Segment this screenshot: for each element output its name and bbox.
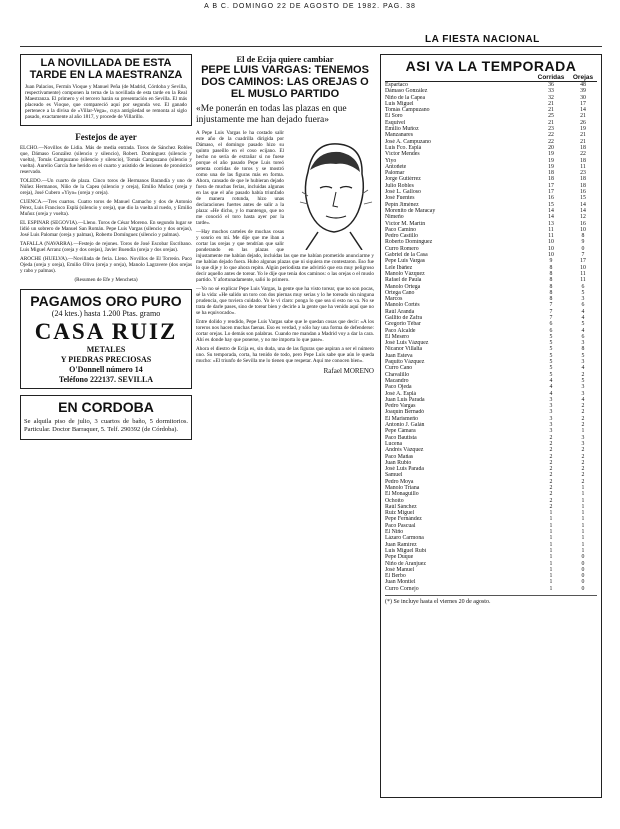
novillada-headline: LA NOVILLADA DE ESTA TARDE EN LA MAESTRANZA [29, 57, 183, 81]
corridas-count: 1 [549, 516, 553, 523]
season-table-rows [385, 82, 597, 592]
torero-name: Marcos [385, 296, 403, 303]
orejas-count: 12 [580, 214, 586, 221]
festejo-item: AROCHE (HUELVA).—Novillada de feria. Lleno. Novillos de El Torreón. Paco Ojeda (oreja y oreja), Emilio Oliva (oreja y oreja), Manolo Lagravere (dos orejas y rabo y palmas). [20, 256, 192, 274]
middle-column [196, 54, 374, 375]
torero-name: Manzanares [385, 132, 414, 139]
torero-name: Niño de Aranjuez [385, 560, 426, 567]
corridas-count: 21 [548, 119, 554, 126]
corridas-count: 14 [548, 214, 554, 221]
orejas-count: 21 [580, 113, 586, 120]
torero-name: El Monaguillo [385, 491, 419, 498]
orejas-count: 26 [580, 119, 586, 126]
torero-name: Pedro Vargas [385, 403, 416, 410]
torero-name: Tomás Campuzano [385, 107, 430, 114]
orejas-count: 0 [581, 245, 585, 252]
corridas-count: 5 [549, 352, 553, 359]
torero-name: Gallito de Zafra [385, 314, 423, 321]
orejas-count: 2 [581, 422, 585, 429]
orejas-count: 0 [581, 579, 585, 586]
orejas-count: 5 [581, 352, 585, 359]
orejas-count: 2 [581, 447, 585, 454]
corridas-count: 2 [549, 472, 553, 479]
torero-name: Curro Cornejo [385, 585, 419, 592]
orejas-count: 8 [581, 346, 585, 353]
corridas-count: 9 [549, 258, 553, 265]
torero-name: Gabriel de la Casa [385, 252, 428, 259]
corridas-count: 13 [548, 220, 554, 227]
torero-name: Esquivel [385, 119, 406, 126]
corridas-count: 7 [549, 314, 553, 321]
festejo-item: ELCHO.—Novillos de Lidia. Más de media entrada. Toros de Sánchez Robles que, Dámaso González (silencio y silencio), Robert. Domínguez (silencio y vuelta), Tomás Campuzano (silencio y silencio), Tomás Campuzano (silencio y vuelta). Aurelio García fue herido en el cuarto y asistido de lesiones de pronóstico reservado. [20, 145, 192, 175]
orejas-count: 1 [581, 428, 585, 435]
torero-name: Espartaco [385, 82, 408, 88]
torero-name: Antonio J. Galán [385, 422, 425, 429]
torero-name: Curro Romero [385, 245, 419, 252]
torero-name: El Soro [385, 113, 403, 120]
orejas-count: 18 [580, 144, 586, 151]
ad-brand: CASA RUIZ [34, 319, 178, 344]
torero-name: José Fuentes [385, 195, 415, 202]
article-paragraph: A Pepe Luis Vargas le ha costado salir este año de la cuadrilla dirigida por Dámaso, el domingo pasado hizo su quinto paseíllo en el coso ecijano. El hecho no sería de extrañar si no fuese porque el año pasado Pepe Luis toreó setenta corridas de toros y se mostró como una de las figuras más en forma. Ahora, cansado de que le hubieran dejado fuera de muchas ferias, incluidas algunas en las que el año pasado había triunfado de manera rotunda, hizo unas declaraciones fuertes antes de salir a la plaza: «He dicho, y lo mantengo, que no me conoció el toro hasta ayer por la tarde». [196, 130, 284, 226]
corridas-count: 23 [548, 126, 554, 133]
torero-name: Paco Mañas [385, 453, 414, 460]
torero-name: Pedro Castillo [385, 233, 419, 240]
orejas-count: 16 [580, 220, 586, 227]
corridas-count: 14 [548, 207, 554, 214]
corridas-count: 1 [549, 547, 553, 554]
corridas-count: 6 [549, 327, 553, 334]
torero-name: El Niño [385, 529, 404, 536]
corridas-count: 3 [549, 428, 553, 435]
torero-name: Samuel [385, 472, 403, 479]
ad-stones: Y PIEDRAS PRECIOSAS [60, 355, 152, 364]
orejas-count: 4 [581, 314, 585, 321]
corridas-count: 3 [549, 403, 553, 410]
orejas-count: 1 [581, 510, 585, 517]
orejas-count: 1 [581, 491, 585, 498]
orejas-count: 3 [581, 340, 585, 347]
corridas-count: 4 [549, 384, 553, 391]
orejas-count: 11 [580, 277, 586, 284]
torero-name: Juan Esteva [385, 352, 413, 359]
corridas-count: 2 [549, 478, 553, 485]
orejas-count: 9 [581, 239, 585, 246]
corridas-count: 8 [549, 283, 553, 290]
ad-metals: METALES [86, 345, 126, 354]
orejas-count: 7 [581, 252, 585, 259]
orejas-count: 2 [581, 472, 585, 479]
corridas-count: 8 [549, 296, 553, 303]
torero-name: Yiyo [385, 157, 397, 164]
corridas-count: 6 [549, 321, 553, 328]
torero-name: Ortega Cano [385, 289, 415, 296]
casa-ruiz-ad [20, 289, 192, 389]
torero-name: Raúl Sánchez [385, 503, 417, 510]
orejas-count: 3 [581, 434, 585, 441]
festejos-credit: (Resumen de Efe y Mencheta) [74, 277, 138, 283]
orejas-count: 21 [580, 132, 586, 139]
torero-name: Pepe Fernández [385, 516, 422, 523]
torero-name: Joaquín Bernadó [385, 409, 425, 416]
orejas-count: 2 [581, 459, 585, 466]
orejas-count: 1 [581, 535, 585, 542]
torero-name: El Berbo [385, 573, 406, 580]
orejas-count: 10 [580, 264, 586, 271]
orejas-count: 6 [581, 302, 585, 309]
orejas-count: 2 [581, 403, 585, 410]
torero-name: Luis Miguel Rubí [385, 547, 427, 554]
corridas-count: 5 [549, 371, 553, 378]
festejo-item: TAFALLA (NAVARRA).—Festejo de rejones. Toros de José Escobar Escribano. Luis Miguel Arranz (oreja y dos orejas), Javier Buendía (oreja y dos orejas). [20, 241, 192, 253]
torero-name: Morenito de Maracay [385, 207, 436, 214]
torero-name: Ochoíto [385, 497, 404, 504]
corridas-count: 4 [549, 377, 553, 384]
torero-name: Curro Cano [385, 365, 413, 372]
corridas-count: 1 [549, 579, 553, 586]
torero-name: José Manuel [385, 566, 415, 573]
corridas-count: 3 [549, 409, 553, 416]
torero-name: Paco Alcalde [385, 327, 416, 334]
col-corridas: Corridas [537, 74, 565, 81]
orejas-count: 48 [580, 82, 586, 88]
orejas-count: 39 [580, 88, 586, 95]
ad-price: (24 ktes.) hasta 1.200 Ptas. gramo [51, 309, 161, 318]
ad-headline: PAGAMOS ORO PURO [30, 293, 182, 309]
corridas-count: 16 [548, 195, 554, 202]
torero-name: Víctor M. Martín [385, 220, 426, 227]
torero-name: Emilio Muñoz [385, 126, 419, 133]
corridas-count: 2 [549, 497, 553, 504]
corridas-count: 5 [549, 333, 553, 340]
torero-name: Raúl Aranda [385, 308, 415, 315]
torero-name: Paco Bautista [385, 434, 417, 441]
torero-name: Rafael de Paula [385, 277, 422, 284]
torero-name: Lele Ibáñez [385, 264, 413, 271]
corridas-count: 18 [548, 170, 554, 177]
orejas-count: 3 [581, 359, 585, 366]
orejas-count: 8 [581, 233, 585, 240]
torero-name: José A. Campuzano [385, 138, 431, 145]
right-column [380, 54, 602, 798]
article-paragraph: —Hay muchos carteles de muchas cosas y sonrío en mí. Me dije que me iban a cortar las orejas y que tendrían que salir ponderando en las plazas que injustamente me habían dejado, incluidas las que me habían prometido anunciarme y me habían dejado fuera. Hubo algunas plazas que ni siquiera me contestaron. Eso fue lo que dije y lo que ahora repito. Algún periodista me advirtió que era muy peligroso decir aquello antes de torear. Yo le dije que tenía dos caminos: o las orejas o el muslo partido. Y afortunadamente, salió lo primero. [196, 229, 374, 283]
orejas-count: 2 [581, 371, 585, 378]
torero-name: Pepe Cámara [385, 428, 416, 435]
torero-name: Lázaro Carmona [385, 535, 424, 542]
torero-name: Víctor Mendes [385, 151, 420, 158]
torero-name: Manolo Triana [385, 485, 420, 491]
orejas-count: 3 [581, 390, 585, 397]
festejo-item: CUENCA.—Tres cuartos. Cuatro toros de Manuel Camacho y dos de Antonio Pérez, Luis Francisco Esplá (silencio y oreja), que dio la vuelta al ruedo, y Emilio Muñoz (oreja y vuelta). [20, 199, 192, 217]
novillada-article [20, 54, 192, 126]
corridas-count: 2 [549, 485, 553, 491]
corridas-count: 22 [548, 132, 554, 139]
corridas-count: 5 [549, 340, 553, 347]
corridas-count: 2 [549, 447, 553, 454]
orejas-count: 3 [581, 296, 585, 303]
orejas-count: 16 [580, 189, 586, 196]
orejas-count: 2 [581, 415, 585, 422]
torero-name: Nimeño [385, 214, 404, 221]
torero-name: Nicanor Villalta [385, 346, 423, 353]
torero-name: Jorge Gutiérrez [385, 176, 421, 183]
corridas-count: 19 [548, 157, 554, 164]
orejas-count: 1 [581, 503, 585, 510]
corridas-count: 2 [549, 434, 553, 441]
torero-name: Juan Montiel [385, 579, 416, 586]
col-orejas: Orejas [572, 74, 594, 81]
torero-name: Paco Pascual [385, 522, 416, 529]
corridas-count: 2 [549, 459, 553, 466]
article-title: PEPE LUIS VARGAS: TENEMOS DOS CAMINOS: LAS OREJAS O EL MUSLO PARTIDO [201, 64, 369, 100]
orejas-count: 1 [581, 497, 585, 504]
orejas-count: 14 [580, 107, 586, 114]
torero-name: Andrés Vázquez [385, 447, 424, 454]
orejas-count: 11 [580, 270, 586, 277]
orejas-count: 22 [580, 151, 586, 158]
torero-name: Julio Robles [385, 182, 414, 189]
orejas-count: 14 [580, 207, 586, 214]
torero-name: José L. Galloso [385, 189, 421, 196]
torero-name: José A. Esplá [385, 390, 417, 397]
torero-name: Gregorio Tébar [385, 321, 421, 328]
orejas-count: 18 [580, 157, 586, 164]
corridas-count: 11 [548, 226, 554, 233]
corridas-count: 1 [549, 573, 553, 580]
festejo-item: EL ESPINAR (SEGOVIA).—Lleno. Toros de César Moreno. En segundo lugar se lidió un sobrero de Manuel San Román. Pepe Luis Vargas (silencio y dos orejas), José Luis Palomar (oreja y palmas), Roberto Domínguez (silencio y palmas). [20, 220, 192, 238]
torero-name: Palomar [385, 170, 405, 177]
orejas-count: 23 [580, 170, 586, 177]
corridas-count: 10 [548, 252, 554, 259]
torero-name: Luis Miguel [385, 100, 414, 107]
orejas-count: 1 [581, 541, 585, 548]
orejas-count: 4 [581, 396, 585, 403]
torero-name: Pedro Moya [385, 478, 414, 485]
corridas-count: 4 [549, 390, 553, 397]
article-paragraph: Entre dolido y rendido, Pepe Luis Vargas sabe que le quedan cosas que decir: «A los toreros nos hacen muchas faenas. Eso es verdad, y sólo hay una forma de defenderse: cortar orejas. Lo demás son palabras. Cuando me mandan a Madrid voy a dar la cara. Ahí es donde hay que ponerse, y no me importa lo que pase». [196, 319, 374, 343]
orejas-count: 5 [581, 289, 585, 296]
corridas-count: 3 [549, 415, 553, 422]
torero-name: Paco Camino [385, 226, 417, 233]
corridas-count: 1 [549, 522, 553, 529]
corridas-count: 1 [549, 535, 553, 542]
torero-name: Macandro [385, 377, 409, 384]
torero-name: Paco Ojeda [385, 384, 412, 391]
orejas-count: 3 [581, 384, 585, 391]
orejas-count: 17 [580, 100, 586, 107]
orejas-count: 2 [581, 453, 585, 460]
corridas-count: 33 [548, 88, 554, 95]
torero-name: Pepe Duque [385, 554, 414, 561]
corridas-count: 19 [548, 163, 554, 170]
article-paragraph: Ahora el diestro de Ecija es, sin duda, una de las figuras que aspiran a ser el número uno. Su temporada, corta, ha tenido de todo, pero Pepe Luis sabe que aún le queda mucho: «El triunfo de Sevilla me lo tienen que respetar. Aquí me conocen bien». [196, 346, 374, 364]
orejas-count: 2 [581, 466, 585, 473]
corridas-count: 1 [549, 529, 553, 536]
orejas-count: 6 [581, 283, 585, 290]
orejas-count: 18 [580, 176, 586, 183]
festejo-item: TOLEDO.—Un cuarto de plaza. Cinco toros de Hermanos Barandía y uno de Núñez Hermanos, Niño de la Capea (silencio y oreja), Emilio Muñoz (oreja y oreja), José Cubero «Yiyo» (oreja y oreja). [20, 178, 192, 196]
orejas-count: 1 [581, 522, 585, 529]
corridas-count: 2 [549, 491, 553, 498]
corridas-count: 2 [549, 453, 553, 460]
corridas-count: 1 [549, 510, 553, 517]
orejas-count: 3 [581, 440, 585, 447]
orejas-count: 0 [581, 554, 585, 561]
article-paragraph: —Yo no sé explicar Pepe Luis Vargas, la gente que ha visto torear, que no son pocas, sé la vida: «He salido un toro con dos piernas muy serias y lo he toreado sin ninguna prudencia, que tuviera cuidado. Yo le vi claro: ponga lo que sea si esto no va. No se trata de darle pases, sino de torear bien y decirle a la gente que ha venido aquí que no se ha equivocado». [196, 286, 374, 316]
season-table-title: ASI VA LA TEMPORADA [405, 58, 577, 74]
article-byline: Rafael MORENO [323, 367, 374, 375]
cordoba-title: EN CORDOBA [58, 399, 154, 415]
torero-name: José Luis Vázquez [385, 340, 429, 347]
corridas-count: 22 [548, 138, 554, 145]
torero-name: Manolo Vázquez [385, 270, 425, 277]
torero-name: Pepín Jiménez [385, 201, 419, 208]
orejas-count: 15 [580, 195, 586, 202]
corridas-count: 1 [549, 560, 553, 567]
cordoba-ad [20, 395, 192, 440]
corridas-count: 8 [549, 270, 553, 277]
section-title: LA FIESTA NACIONAL [425, 34, 540, 45]
corridas-count: 32 [548, 94, 554, 101]
orejas-count: 1 [581, 547, 585, 554]
corridas-count: 1 [549, 554, 553, 561]
torero-name: Luis Fco. Esplá [385, 144, 422, 151]
corridas-count: 2 [549, 440, 553, 447]
corridas-count: 5 [549, 346, 553, 353]
orejas-count: 1 [581, 516, 585, 523]
orejas-count: 11 [580, 163, 586, 170]
corridas-count: 7 [549, 302, 553, 309]
corridas-count: 10 [548, 245, 554, 252]
orejas-count: 0 [581, 585, 585, 592]
torero-name: Dámaso González [385, 88, 428, 95]
corridas-count: 8 [549, 264, 553, 271]
corridas-count: 8 [549, 277, 553, 284]
cordoba-text: Se alquila piso de julio, 3 cuartos de baño, 5 dormitorios. Particular. Doctor Barraquer, 5. Telf. 290392 (de Córdoba). [24, 418, 188, 433]
torero-name: Juan Rubio [385, 459, 412, 466]
corridas-count: 7 [549, 308, 553, 315]
corridas-count: 2 [549, 503, 553, 510]
corridas-count: 3 [549, 422, 553, 429]
torero-name: Chavalillo [385, 371, 410, 378]
orejas-count: 1 [581, 485, 585, 491]
season-table [380, 54, 602, 798]
corridas-count: 5 [549, 359, 553, 366]
torero-name: Lucena [385, 440, 403, 447]
ad-address: O'Donnell número 14 [69, 365, 143, 374]
orejas-count: 19 [580, 126, 586, 133]
article-lead: «Me ponerán en todas las plazas en que injustamente me han dejado fuera» [196, 104, 347, 125]
corridas-count: 2 [549, 466, 553, 473]
orejas-count: 14 [580, 201, 586, 208]
torero-name: José Luis Parada [385, 466, 424, 473]
orejas-count: 2 [581, 409, 585, 416]
corridas-count: 11 [548, 233, 554, 240]
torero-name: Juan Ramírez [385, 541, 417, 548]
orejas-count: 4 [581, 327, 585, 334]
torero-name: Paquito Vázquez [385, 359, 425, 366]
table-separator [385, 595, 597, 596]
page-header: A B C. DOMINGO 22 DE AGOSTO DE 1982. PAG. 38 [204, 3, 416, 10]
season-table-header [385, 74, 597, 82]
corridas-count: 19 [548, 151, 554, 158]
torero-name: El Marismeño [385, 415, 419, 422]
novillada-intro: Juan Palacios, Fermín Vioque y Manuel Peña (de Madrid, Córdoba y Sevilla, respectivamente) componen la terna de la novillada de esta tarde en la Real Maestranza. El primero y el tercero harán su presentación en Sevilla. El más placeado es Vioque, que compareció aquí por segunda vez. El ganado pertenece a la divisa de «Villar-Vega», cuya antigüedad se remonta al siglo pasado, exactamente al año 1817, y procede de Villarillo. [25, 84, 187, 120]
corridas-count: 15 [548, 201, 554, 208]
corridas-count: 20 [548, 144, 554, 151]
corridas-count: 8 [549, 289, 553, 296]
torero-name: Juan Luis Parada [385, 396, 425, 403]
orejas-count: 4 [581, 308, 585, 315]
corridas-count: 21 [548, 100, 554, 107]
ad-phone: Teléfono 222137. SEVILLA [58, 375, 154, 384]
orejas-count: 5 [581, 321, 585, 328]
corridas-count: 25 [548, 113, 554, 120]
corridas-count: 17 [548, 189, 554, 196]
orejas-count: 5 [581, 377, 585, 384]
orejas-count: 0 [581, 573, 585, 580]
orejas-count: 4 [581, 365, 585, 372]
torero-name: Manolo Ortega [385, 283, 421, 290]
corridas-count: 21 [548, 107, 554, 114]
corridas-count: 3 [549, 396, 553, 403]
corridas-count: 1 [549, 585, 553, 592]
portrait-illustration [288, 132, 374, 250]
orejas-count: 30 [580, 94, 586, 101]
orejas-count: 1 [581, 529, 585, 536]
corridas-count: 1 [549, 566, 553, 573]
corridas-count: 36 [548, 82, 554, 88]
torero-name: Ruiz Miguel [385, 510, 415, 517]
left-column [20, 54, 192, 440]
corridas-count: 1 [549, 541, 553, 548]
corridas-count: 18 [548, 176, 554, 183]
orejas-count: 21 [580, 138, 586, 145]
orejas-count: 0 [581, 560, 585, 567]
festejos-title: Festejos de ayer [75, 132, 137, 142]
orejas-count: 6 [581, 333, 585, 340]
top-rule [20, 46, 602, 47]
torero-name: Roberto Domínguez [385, 239, 433, 246]
torero-name: Manolo Cortés [385, 302, 420, 309]
corridas-count: 5 [549, 365, 553, 372]
orejas-count: 10 [580, 226, 586, 233]
corridas-count: 17 [548, 182, 554, 189]
orejas-count: 18 [580, 182, 586, 189]
table-row [385, 586, 597, 592]
orejas-count: 0 [581, 566, 585, 573]
corridas-count: 10 [548, 239, 554, 246]
festejos-list [20, 145, 192, 274]
article-kicker: El de Ecija quiere cambiar [236, 54, 334, 64]
torero-name: Pepe Luis Vargas [385, 258, 426, 265]
table-footnote: (*) Se incluye hasta el viernes 20 de agosto. [385, 599, 491, 606]
torero-name: El Mesero [385, 333, 409, 340]
orejas-count: 2 [581, 478, 585, 485]
orejas-count: 17 [580, 258, 586, 265]
torero-name: Niño de la Capea [385, 94, 426, 101]
torero-name: Antoñete [385, 163, 407, 170]
